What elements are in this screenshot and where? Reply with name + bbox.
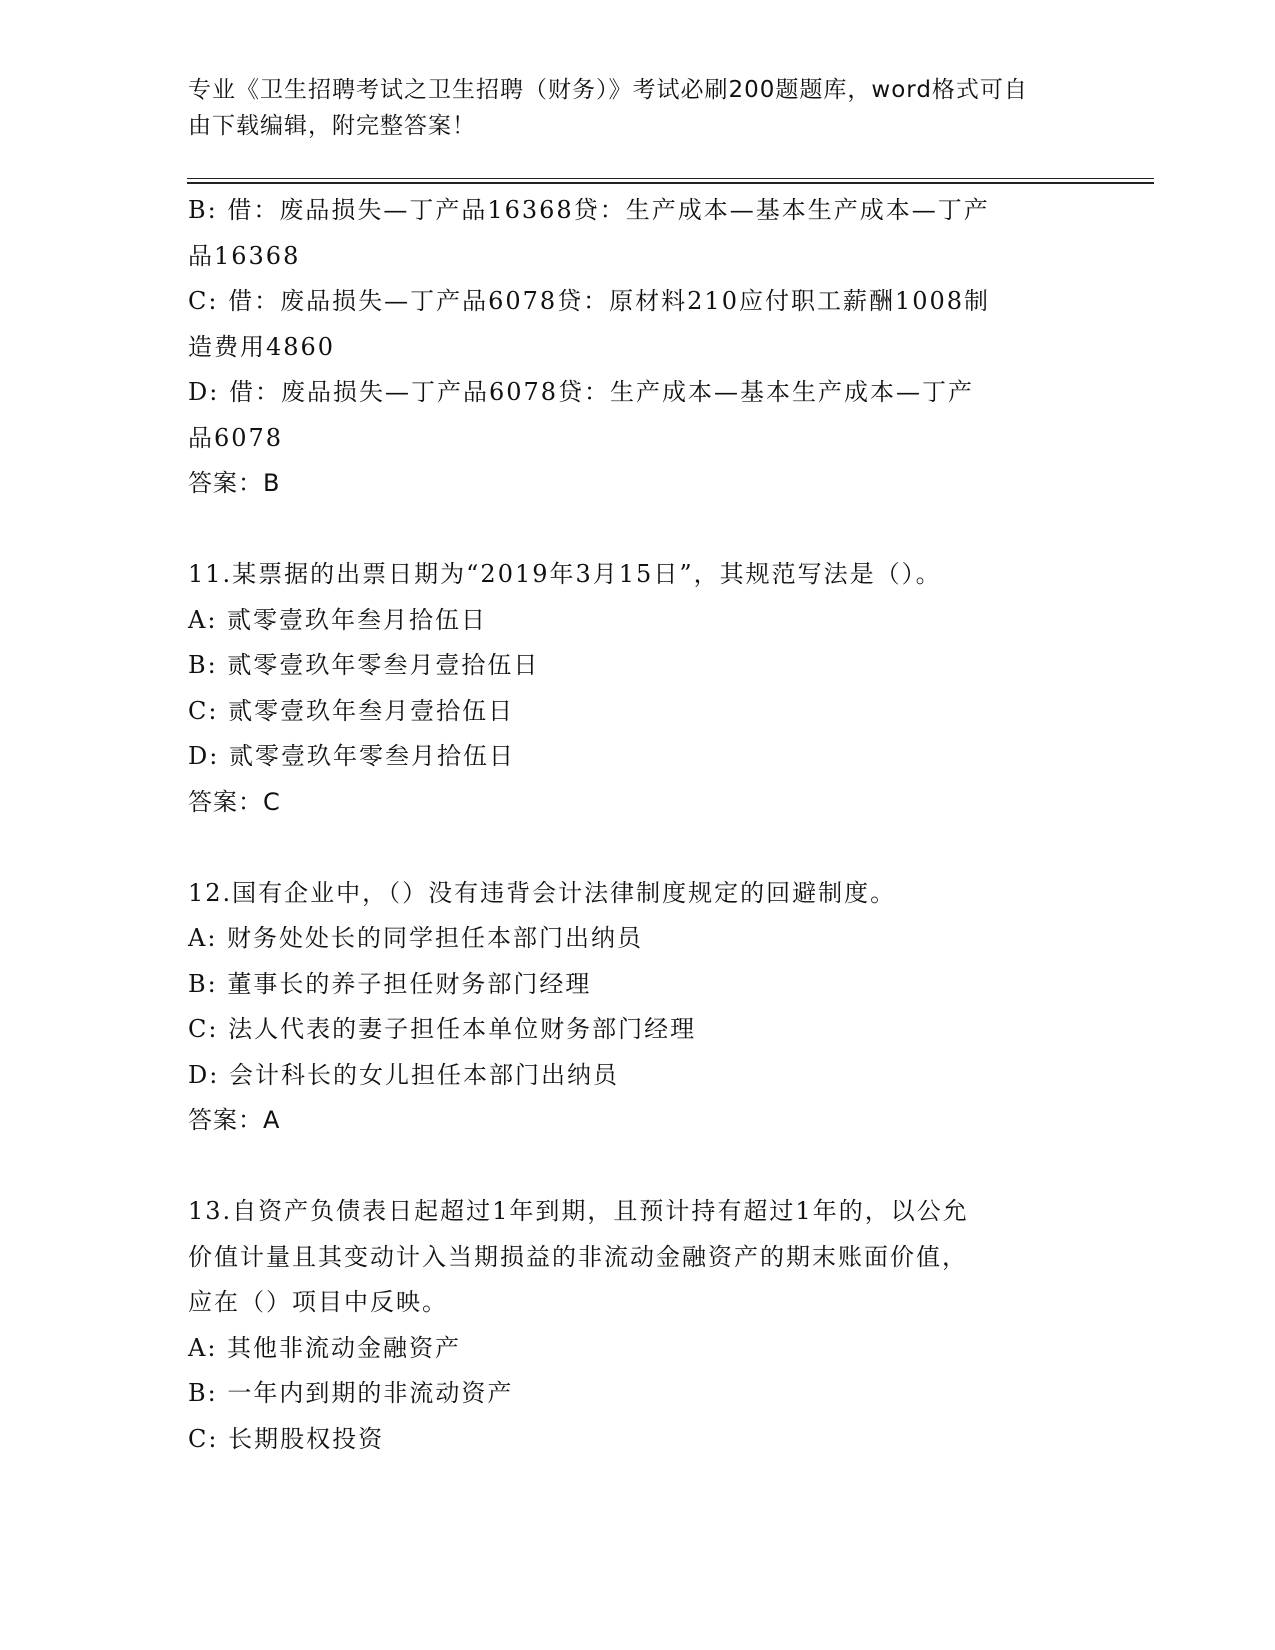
question-list xyxy=(188,188,1088,1462)
option-a: A: 其他非流动金融资产 xyxy=(188,1333,462,1362)
header-divider-thick xyxy=(187,182,1154,184)
option-b: B: 一年内到期的非流动资产 xyxy=(188,1379,514,1407)
option-b: B: 贰零壹玖年零叁月壹拾伍日 xyxy=(188,651,540,679)
question-stem-line-1: 13.自资产负债表日起超过1年到期，且预计持有超过1年的，以公允 xyxy=(188,1197,969,1225)
option-c-line-1: C: 借：废品损失—丁产品6078贷：原材料210应付职工薪酬1008制 xyxy=(188,287,991,315)
option-a: A: 贰零壹玖年叁月拾伍日 xyxy=(188,605,488,634)
header-title-line-2: 由下载编辑，附完整答案！ xyxy=(188,113,476,139)
question-stem: 11.某票据的出票日期为“2019年3月15日”，其规范写法是（）。 xyxy=(188,560,942,588)
option-d: D: 贰零壹玖年零叁月拾伍日 xyxy=(188,742,515,770)
question-11 xyxy=(188,552,1088,825)
question-stem-line-3: 应在（）项目中反映。 xyxy=(188,1288,448,1316)
question-12 xyxy=(188,871,1088,1144)
option-d-line-1: D: 借：废品损失—丁产品6078贷：生产成本—基本生产成本—丁产 xyxy=(188,378,975,406)
option-d: D: 会计科长的女儿担任本部门出纳员 xyxy=(188,1060,619,1089)
question-stem-line-2: 价值计量且其变动计入当期损益的非流动金融资产的期末账面价值， xyxy=(188,1242,968,1271)
option-d-line-2: 品6078 xyxy=(188,423,284,452)
answer-12: 答案：A xyxy=(188,1106,281,1134)
question-stem: 12.国有企业中，（）没有违背会计法律制度规定的回避制度。 xyxy=(188,878,897,907)
option-c: C: 贰零壹玖年叁月壹拾伍日 xyxy=(188,696,515,725)
option-b-line-1: B: 借：废品损失—丁产品16368贷：生产成本—基本生产成本—丁产 xyxy=(188,196,990,224)
spacer xyxy=(188,507,1088,553)
answer-11: 答案：C xyxy=(188,787,281,816)
option-c: C: 法人代表的妻子担任本单位财务部门经理 xyxy=(188,1015,697,1043)
option-c: C: 长期股权投资 xyxy=(188,1424,385,1453)
header-divider-thin xyxy=(187,178,1154,179)
spacer xyxy=(188,825,1088,871)
option-a: A: 财务处处长的同学担任本部门出纳员 xyxy=(188,924,644,952)
answer-10: 答案：B xyxy=(188,469,281,497)
question-13 xyxy=(188,1189,1088,1462)
header-title-line-1: 专业《卫生招聘考试之卫生招聘（财务）》考试必刷200题题库，word格式可自 xyxy=(188,77,1028,103)
document-header xyxy=(188,72,1068,144)
option-b-line-2: 品16368 xyxy=(188,241,301,270)
option-b: B: 董事长的养子担任财务部门经理 xyxy=(188,969,592,998)
question-10 xyxy=(188,188,1088,507)
option-c-line-2: 造费用4860 xyxy=(188,332,336,361)
spacer xyxy=(188,1144,1088,1190)
